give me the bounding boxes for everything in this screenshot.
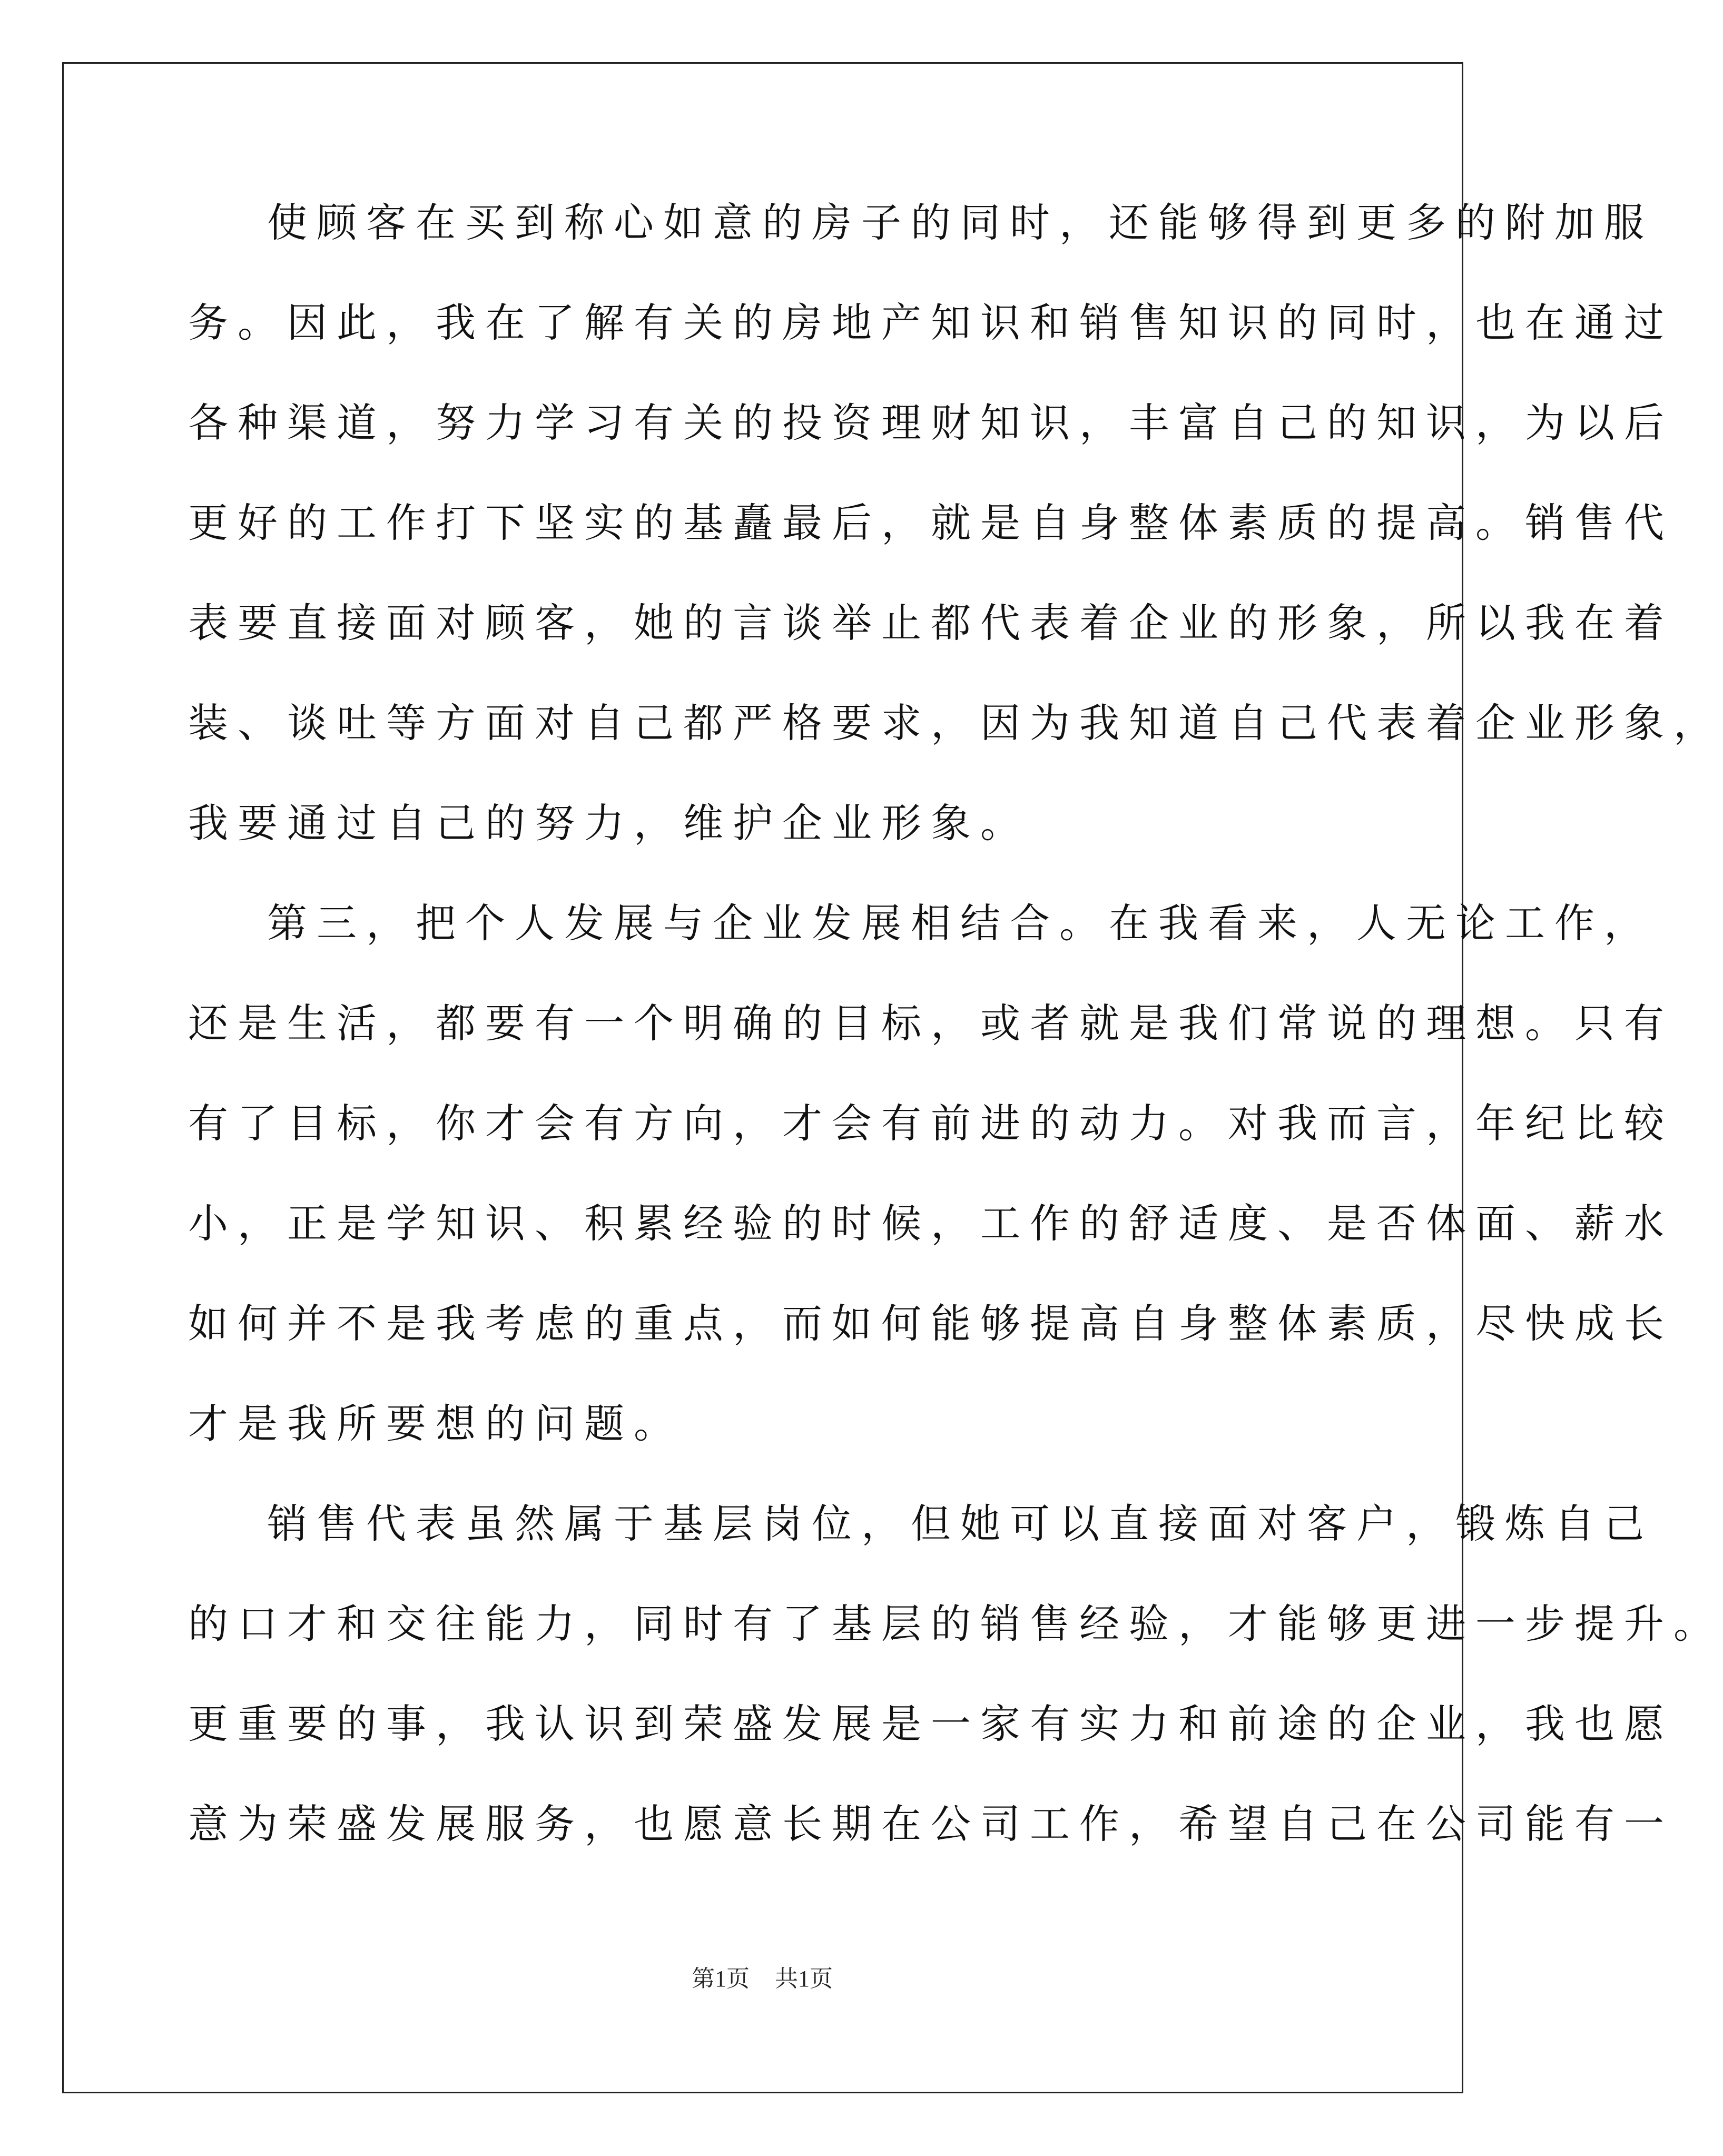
text-line: 务。因此，我在了解有关的房地产知识和销售知识的同时，也在通过 xyxy=(188,299,1673,346)
text-line: 更好的工作打下坚实的基矗最后，就是自身整体素质的提高。销售代 xyxy=(188,499,1673,546)
text-line: 各种渠道，努力学习有关的投资理财知识，丰富自己的知识，为以后 xyxy=(188,399,1673,446)
text-line: 表要直接面对顾客，她的言谈举止都代表着企业的形象，所以我在着 xyxy=(188,599,1673,646)
text-line: 才是我所要想的问题。 xyxy=(188,1400,683,1447)
text-line: 意为荣盛发展服务，也愿意长期在公司工作，希望自己在公司能有一 xyxy=(188,1800,1673,1847)
text-line: 小，正是学知识、积累经验的时候，工作的舒适度、是否体面、薪水 xyxy=(188,1200,1673,1247)
text-line: 销售代表虽然属于基层岗位，但她可以直接面对客户，锻炼自己 xyxy=(267,1500,1653,1547)
text-line: 更重要的事，我认识到荣盛发展是一家有实力和前途的企业，我也愿 xyxy=(188,1700,1673,1747)
text-line: 装、谈吐等方面对自己都严格要求，因为我知道自己代表着企业形象， xyxy=(188,700,1723,746)
text-line: 使顾客在买到称心如意的房子的同时，还能够得到更多的附加服 xyxy=(267,199,1653,246)
page-footer xyxy=(0,1960,1524,1993)
text-line: 的口才和交往能力，同时有了基层的销售经验，才能够更进一步提升。 xyxy=(188,1600,1723,1647)
page-border xyxy=(62,62,1463,2093)
text-line: 第三，把个人发展与企业发展相结合。在我看来，人无论工作， xyxy=(267,900,1653,947)
text-line: 有了目标，你才会有方向，才会有前进的动力。对我而言，年纪比较 xyxy=(188,1100,1673,1147)
text-line: 如何并不是我考虑的重点，而如何能够提高自身整体素质，尽快成长 xyxy=(188,1300,1673,1347)
page-total: 共1页 xyxy=(775,1966,833,1992)
text-line: 还是生活，都要有一个明确的目标，或者就是我们常说的理想。只有 xyxy=(188,1000,1673,1047)
text-line: 我要通过自己的努力，维护企业形象。 xyxy=(188,800,1030,846)
page-number: 第1页 xyxy=(692,1966,750,1992)
